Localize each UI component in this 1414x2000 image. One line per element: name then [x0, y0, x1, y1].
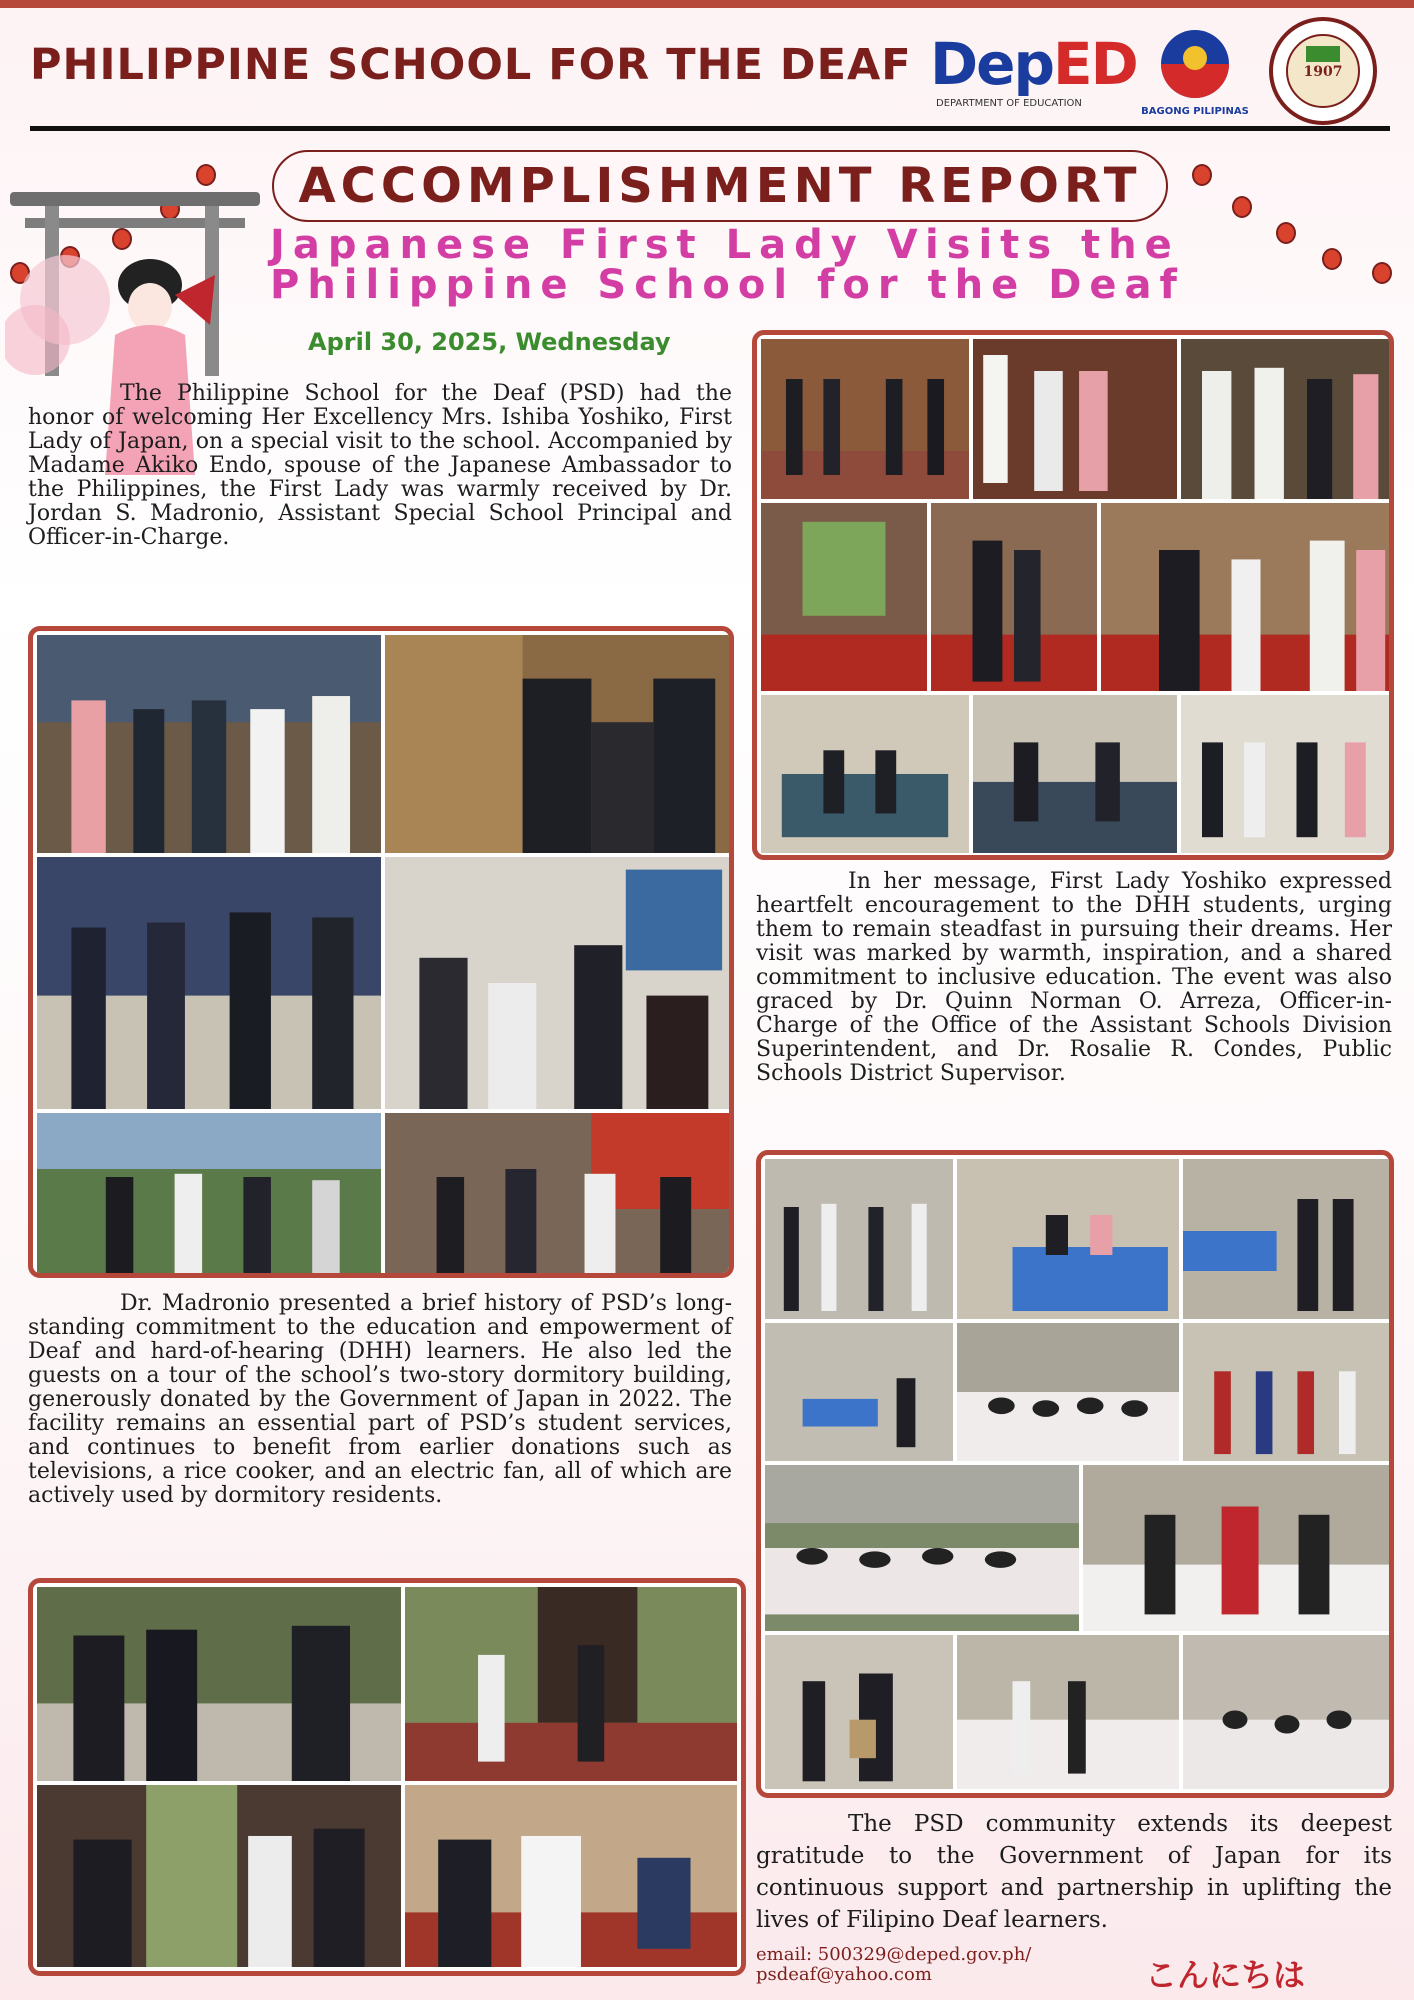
contact-email-line-2: psdeaf@yahoo.com — [756, 1964, 932, 1985]
photo — [957, 1635, 1179, 1789]
photo — [37, 635, 381, 853]
photo — [765, 1323, 953, 1461]
photo — [973, 339, 1177, 499]
photo — [405, 1785, 737, 1967]
headline — [270, 222, 1230, 308]
deped-logo-text-a: Dep — [930, 30, 1053, 98]
photo — [957, 1159, 1179, 1319]
paragraph-intro: The Philippine School for the Deaf (PSD) had the honor of welcoming Her Excellency Mrs. Ishiba Yoshiko, First Lady of Japan, on a special visit to the school. Accompanied by Madame Akiko Endo, spouse of the Japanese Ambassador to the Philippines, the First Lady was warmly received by Dr. Jordan S. Madronio, Assistant Special School Principal and Officer-in-Charge. — [28, 381, 732, 550]
contact-email-line-1: email: 500329@deped.gov.ph/ — [756, 1944, 1032, 1965]
photo-collage-arrival — [752, 330, 1394, 860]
photo-collage-students — [756, 1150, 1394, 1798]
top-border — [0, 0, 1414, 8]
headline-line-2: Philippine School for the Deaf — [270, 262, 1185, 308]
photo — [973, 695, 1177, 853]
photo — [1181, 695, 1391, 853]
photo — [1181, 339, 1391, 499]
photo — [765, 1159, 953, 1319]
japanese-greeting: こんにちは — [1145, 1956, 1306, 1994]
photo — [1183, 1323, 1391, 1461]
photo — [385, 857, 729, 1109]
contact-email — [756, 1945, 1031, 1985]
photo-collage-visit — [28, 626, 734, 1278]
photo — [1183, 1159, 1391, 1319]
bagong-pilipinas-logo — [1140, 28, 1250, 118]
photo — [765, 1465, 1079, 1631]
photo-collage-media — [28, 1578, 746, 1976]
header-divider — [30, 126, 1390, 131]
photo — [385, 635, 729, 853]
report-label: ACCOMPLISHMENT REPORT — [298, 158, 1142, 214]
photo — [761, 503, 927, 691]
paragraph-history: Dr. Madronio presented a brief history of PSD’s long-standing commitment to the education and empowerment of Deaf and hard-of-hearing (DHH) learners. He also led the guests on a tour of the school’s two-story dormitory building, generously donated by the Government of Japan in 2022. The facility remains an essential part of PSD’s student services, and continues to benefit from earlier donations such as televisions, a rice cooker, and an electric fan, all of which are actively used by dormitory residents. — [28, 1291, 732, 1508]
deped-logo — [930, 30, 1137, 122]
school-seal — [1268, 16, 1378, 126]
photo — [1101, 503, 1391, 691]
event-date: April 30, 2025, Wednesday — [308, 328, 671, 356]
headline-line-1: Japanese First Lady Visits the — [270, 222, 1180, 268]
paragraph-gratitude: The PSD community extends its deepest gratitude to the Government of Japan for its continuous support and partnership in uplifting the lives of Filipino Deaf learners. — [756, 1811, 1392, 1933]
photo — [957, 1323, 1179, 1461]
photo — [1083, 1465, 1391, 1631]
photo — [765, 1635, 953, 1789]
photo — [385, 1113, 729, 1273]
bagong-pilipinas-emblem — [1150, 28, 1240, 100]
paragraph-message: In her message, First Lady Yoshiko expressed heartfelt encouragement to the DHH students, urging them to remain steadfast in pursuing their dreams. Her visit was marked by warmth, inspiration, and a shared commitment to inclusive education. The event was also graced by Dr. Quinn Norman O. Arreza, Officer-in-Charge of the Office of the Assistant Schools Division Superintendent, and Dr. Rosalie R. Condes, Public Schools District Supervisor. — [756, 869, 1392, 1086]
photo — [1183, 1635, 1391, 1789]
photo — [37, 1785, 401, 1967]
photo — [761, 339, 969, 499]
report-label-box — [272, 150, 1168, 222]
photo — [37, 1113, 381, 1273]
photo — [37, 857, 381, 1109]
photo — [37, 1587, 401, 1781]
seal-year: 1907 — [1303, 64, 1343, 80]
photo — [761, 695, 969, 853]
deped-logo-subtitle: DEPARTMENT OF EDUCATION — [936, 98, 1082, 109]
photo — [405, 1587, 737, 1781]
bagong-pilipinas-label: BAGONG PILIPINAS — [1141, 106, 1249, 117]
school-name: PHILIPPINE SCHOOL FOR THE DEAF — [30, 40, 912, 90]
deped-logo-text-b: ED — [1053, 30, 1137, 98]
photo — [931, 503, 1097, 691]
